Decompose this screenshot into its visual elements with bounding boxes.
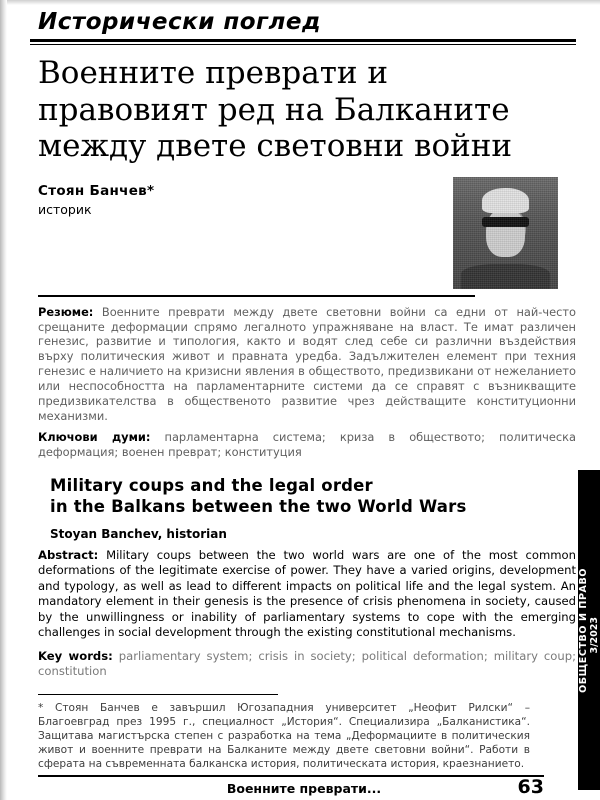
- abstract-bg-label: Резюме:: [38, 304, 94, 319]
- running-title: Военните преврати...: [226, 781, 382, 796]
- article-title-bg-line-1: Военните преврати и: [38, 55, 389, 91]
- article-title-bg-line-3: между двете световни войни: [38, 128, 513, 165]
- author-name: Стоян Банчев*: [38, 182, 155, 199]
- article-title-en: [0, 460, 600, 518]
- footnote-text: * Стоян Банчев е завършил Югозападния университет „Неофит Рилски“ – Благоевград през 1995 г., специалност „История“. Специализира „Балканистика“. Защитава магистърска степен с разработка на тема „Деформациите в политическия живот и военните преврати на Балканите между двете световни войни“. Работи в сферата на съвременната балканска история, политическата история, краезнанието.: [38, 701, 530, 770]
- author-role: историк: [38, 201, 92, 217]
- article-title-bg-line-2: правовият ред на Балканите: [38, 91, 510, 128]
- keywords-en-label: Key words:: [38, 648, 113, 663]
- abstract-bg-text: Военните преврати между двете световни войни са едни от най-често срещаните деформации спрямо легалното упражняване на власт. Те имат различен генезис, развитие и типология, както и водят след себе си различни въздействия върху политическия живот и правната уредба. Задължителен елемент при техния генезис е наличието на кризисни явления в обществото, предизвикани от нежеланието или неспособността на парламентарните системи да се справят с възникващите предизвикателства в общественото развитие чрез действащите конституционни механизми.: [38, 304, 576, 423]
- rubric-label: Исторически поглед: [38, 9, 322, 35]
- footer-rule: [38, 775, 544, 777]
- abstract-bg: [0, 297, 600, 424]
- keywords-en-text: parliamentary system; crisis in society; political deformation; military coup; constitution: [38, 648, 576, 679]
- footer-row: [38, 776, 570, 798]
- author-text: [38, 177, 453, 217]
- keywords-bg-label: Ключови думи:: [38, 430, 151, 445]
- scan-artifact-top: [0, 0, 600, 5]
- rubric-header: [0, 9, 600, 39]
- scan-artifact-left: [0, 0, 7, 800]
- article-title-en-line-1: Military coups and the legal order: [50, 476, 373, 496]
- page-number: 63: [517, 776, 544, 798]
- abstract-en: [0, 541, 600, 641]
- author-block: [0, 165, 600, 289]
- keywords-bg-text: парламентарна система; криза в обществото; политическа деформация; военен преврат; конституция: [38, 430, 576, 460]
- abstract-en-label: Abstract:: [38, 547, 99, 562]
- abstract-en-text: Military coups between the two world wars are one of the most common deformations of the legitimate exercise of power. They have a varied origins, development and typology, as well as lead to different impacts on political life and the legal system. An mandatory element in their genesis is the presence of crisis phenomena in society, caused by the unwillingness or inability of parliamentary systems to cope with the emerging challenges in social development through the existing constitutional mechanisms.: [38, 547, 576, 640]
- keywords-en: [0, 641, 600, 680]
- article-title-en-line-2: in the Balkans between the two World Wars: [50, 496, 467, 516]
- author-en: Stoyan Banchev, historian: [50, 526, 227, 541]
- portrait-halftone-grain: [453, 177, 558, 289]
- author-portrait-photo: [453, 177, 558, 289]
- keywords-bg: [0, 423, 600, 460]
- article-title-bg: [0, 45, 600, 165]
- journal-issue-vertical: 3/2023: [589, 616, 600, 654]
- journal-side-strip: [578, 470, 600, 790]
- rubric-bottom-rule: [30, 39, 576, 42]
- page-footer: [0, 775, 600, 796]
- journal-name-vertical: ОБЩЕСТВО И ПРАВО: [578, 567, 589, 693]
